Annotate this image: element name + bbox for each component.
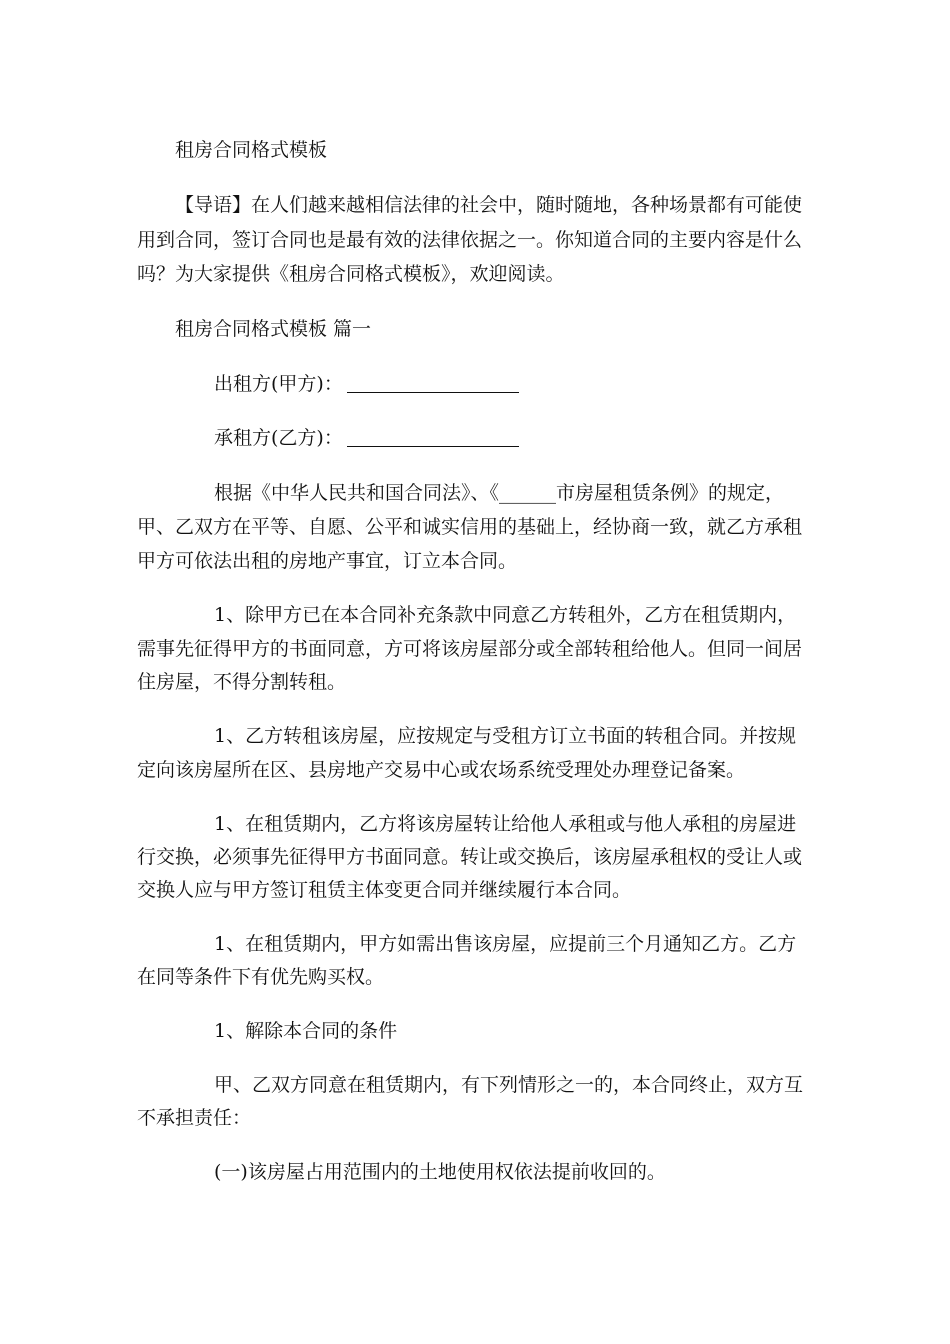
- intro-line-2: 用到合同，签订合同也是最有效的法律依据之一。你知道合同的主要内容是什么: [137, 229, 803, 251]
- paragraph-3-line-2: 定向该房屋所在区、县房地产交易中心或农场系统受理处办理登记备案。: [137, 759, 746, 781]
- paragraph-7-line-2: 不承担责任：: [137, 1107, 252, 1129]
- paragraph-5-line-2: 在同等条件下有优先购买权。: [137, 966, 385, 988]
- paragraph-1-line-3: 甲方可依法出租的房地产事宜，订立本合同。: [137, 550, 518, 572]
- paragraph-6-line-1: 1、解除本合同的条件: [214, 1020, 398, 1042]
- lessee-label: 承租方(乙方)：: [214, 427, 343, 449]
- paragraph-5-line-1: 1、在租赁期内，甲方如需出售该房屋，应提前三个月通知乙方。乙方: [214, 933, 797, 955]
- intro-line-1: 【导语】在人们越来越相信法律的社会中，随时随地，各种场景都有可能使: [175, 194, 803, 216]
- lessor-label: 出租方(甲方)：: [214, 373, 343, 395]
- paragraph-1-line-1: 根据《中华人民共和国合同法》、《______市房屋租赁条例》的规定，: [214, 482, 785, 504]
- intro-line-3: 吗？为大家提供《租房合同格式模板》，欢迎阅读。: [137, 263, 565, 285]
- paragraph-4-line-2: 行交换，必须事先征得甲方书面同意。转让或交换后，该房屋承租权的受让人或: [137, 846, 803, 868]
- document-title: 租房合同格式模板: [175, 139, 328, 161]
- paragraph-7-line-1: 甲、乙双方同意在租赁期内，有下列情形之一的，本合同终止，双方互: [214, 1074, 804, 1096]
- section-title: 租房合同格式模板 篇一: [175, 318, 372, 340]
- lessor-blank-line: [347, 374, 519, 393]
- paragraph-4-line-3: 交换人应与甲方签订租赁主体变更合同并继续履行本合同。: [137, 879, 632, 901]
- lessee-field: [214, 426, 519, 450]
- paragraph-3-line-1: 1、乙方转租该房屋，应按规定与受租方订立书面的转租合同。并按规: [214, 725, 797, 747]
- paragraph-4-line-1: 1、在租赁期内，乙方将该房屋转让给他人承租或与他人承租的房屋进: [214, 813, 797, 835]
- paragraph-2-line-2: 需事先征得甲方的书面同意，方可将该房屋部分或全部转租给他人。但同一间居: [137, 638, 803, 660]
- lessor-field: [214, 372, 519, 396]
- lessee-blank-line: [347, 428, 519, 447]
- paragraph-1-line-2: 甲、乙双方在平等、自愿、公平和诚实信用的基础上，经协商一致，就乙方承租: [137, 516, 803, 538]
- paragraph-8-line-1: (一)该房屋占用范围内的土地使用权依法提前收回的。: [214, 1161, 666, 1183]
- paragraph-2-line-3: 住房屋，不得分割转租。: [137, 671, 347, 693]
- paragraph-2-line-1: 1、除甲方已在本合同补充条款中同意乙方转租外，乙方在租赁期内，: [214, 604, 797, 626]
